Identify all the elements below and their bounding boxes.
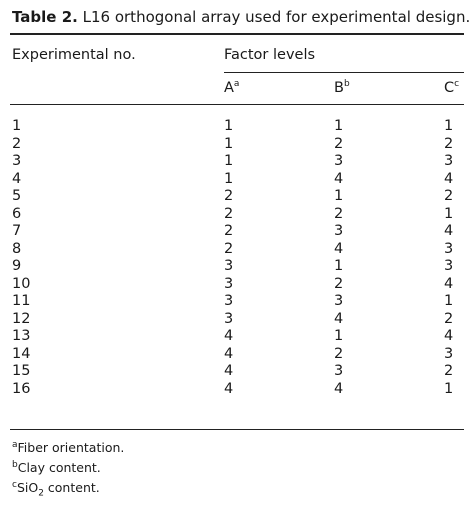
cell-factor-b: 2 bbox=[334, 205, 344, 222]
cell-experimental-no: 14 bbox=[12, 345, 31, 362]
cell-factor-c: 1 bbox=[444, 205, 454, 222]
cell-factor-c: 4 bbox=[444, 170, 454, 187]
cell-factor-b: 2 bbox=[334, 135, 344, 152]
cell-experimental-no: 5 bbox=[12, 188, 22, 204]
cell-factor-b: 2 bbox=[334, 345, 344, 362]
table-row bbox=[0, 188, 474, 206]
cell-factor-c: 3 bbox=[444, 345, 454, 362]
factor-group-rule bbox=[224, 72, 464, 73]
footnote-text-b: Clay content. bbox=[17, 460, 101, 475]
footnote-b bbox=[12, 460, 101, 475]
table-row bbox=[0, 153, 474, 171]
cell-factor-a: 1 bbox=[224, 135, 234, 152]
cell-experimental-no: 9 bbox=[12, 258, 22, 274]
footnote-text-c-pre: SiO bbox=[16, 480, 39, 495]
table-title: L16 orthogonal array used for experimental design. bbox=[82, 8, 471, 26]
column-header-c bbox=[444, 80, 459, 96]
footnote-c bbox=[12, 479, 100, 499]
table-body bbox=[0, 118, 474, 398]
table-row bbox=[0, 223, 474, 241]
table-row bbox=[0, 311, 474, 329]
cell-factor-a: 2 bbox=[224, 188, 234, 204]
cell-factor-c: 4 bbox=[444, 223, 454, 239]
cell-factor-b: 1 bbox=[334, 258, 344, 274]
cell-factor-a: 1 bbox=[224, 170, 234, 187]
cell-factor-c: 3 bbox=[444, 240, 454, 257]
cell-factor-c: 2 bbox=[444, 135, 454, 152]
footnote-text-a: Fiber orientation. bbox=[17, 440, 125, 455]
table-row bbox=[0, 381, 474, 399]
cell-factor-c: 2 bbox=[444, 310, 454, 327]
cell-factor-c: 3 bbox=[444, 153, 454, 169]
header-factor-levels: Factor levels bbox=[224, 47, 316, 63]
cell-experimental-no: 12 bbox=[12, 310, 31, 327]
table-row bbox=[0, 328, 474, 346]
top-rule bbox=[10, 33, 464, 35]
cell-factor-b: 3 bbox=[334, 153, 344, 169]
cell-experimental-no: 15 bbox=[12, 363, 31, 379]
cell-factor-a: 3 bbox=[224, 293, 234, 309]
table-label: Table 2. bbox=[12, 8, 78, 26]
column-sup-a: a bbox=[233, 79, 240, 90]
cell-factor-a: 4 bbox=[224, 380, 234, 397]
cell-factor-b: 1 bbox=[334, 188, 344, 204]
cell-experimental-no: 4 bbox=[12, 170, 22, 187]
cell-experimental-no: 2 bbox=[12, 135, 22, 152]
footnote-a bbox=[12, 440, 124, 455]
column-name-a: A bbox=[224, 80, 234, 96]
cell-factor-c: 2 bbox=[444, 188, 454, 204]
cell-factor-a: 3 bbox=[224, 275, 234, 292]
cell-experimental-no: 1 bbox=[12, 118, 22, 134]
cell-factor-c: 1 bbox=[444, 118, 454, 134]
cell-factor-b: 3 bbox=[334, 223, 344, 239]
footnote-mark-b: b bbox=[12, 459, 18, 470]
cell-factor-c: 2 bbox=[444, 363, 454, 379]
cell-factor-a: 2 bbox=[224, 223, 234, 239]
cell-factor-b: 1 bbox=[334, 118, 344, 134]
cell-experimental-no: 16 bbox=[12, 380, 31, 397]
header-rule bbox=[10, 104, 464, 105]
cell-factor-a: 3 bbox=[224, 310, 234, 327]
cell-factor-a: 1 bbox=[224, 153, 234, 169]
cell-factor-b: 4 bbox=[334, 310, 344, 327]
cell-factor-a: 4 bbox=[224, 363, 234, 379]
cell-factor-a: 1 bbox=[224, 118, 234, 134]
cell-factor-a: 4 bbox=[224, 328, 234, 344]
header-experimental-no: Experimental no. bbox=[12, 47, 136, 63]
column-header-b bbox=[334, 80, 350, 96]
table-row bbox=[0, 206, 474, 224]
cell-factor-c: 3 bbox=[444, 258, 454, 274]
cell-experimental-no: 13 bbox=[12, 328, 31, 344]
table-caption bbox=[12, 8, 470, 26]
table-row bbox=[0, 118, 474, 136]
table-row bbox=[0, 171, 474, 189]
footnote-text-c-post: content. bbox=[43, 480, 100, 495]
cell-factor-b: 3 bbox=[334, 363, 344, 379]
table-row bbox=[0, 258, 474, 276]
table-row bbox=[0, 241, 474, 259]
column-sup-c: c bbox=[454, 79, 460, 90]
table-row bbox=[0, 363, 474, 381]
cell-factor-a: 2 bbox=[224, 240, 234, 257]
cell-factor-b: 4 bbox=[334, 170, 344, 187]
cell-factor-b: 3 bbox=[334, 293, 344, 309]
cell-experimental-no: 10 bbox=[12, 275, 31, 292]
cell-experimental-no: 8 bbox=[12, 240, 22, 257]
column-header-a bbox=[224, 80, 239, 96]
footnote-mark-a: a bbox=[12, 439, 18, 450]
cell-experimental-no: 3 bbox=[12, 153, 22, 169]
cell-experimental-no: 7 bbox=[12, 223, 22, 239]
column-name-c: C bbox=[444, 80, 455, 96]
cell-factor-c: 1 bbox=[444, 293, 454, 309]
table-row bbox=[0, 346, 474, 364]
footnote-mark-c: c bbox=[12, 479, 17, 490]
cell-experimental-no: 6 bbox=[12, 205, 22, 222]
cell-factor-b: 4 bbox=[334, 380, 344, 397]
cell-factor-c: 4 bbox=[444, 328, 454, 344]
cell-factor-b: 1 bbox=[334, 328, 344, 344]
cell-experimental-no: 11 bbox=[12, 293, 31, 309]
cell-factor-a: 4 bbox=[224, 345, 234, 362]
column-sup-b: b bbox=[343, 79, 350, 90]
cell-factor-a: 3 bbox=[224, 258, 234, 274]
cell-factor-c: 4 bbox=[444, 275, 454, 292]
table-row bbox=[0, 293, 474, 311]
cell-factor-a: 2 bbox=[224, 205, 234, 222]
cell-factor-b: 4 bbox=[334, 240, 344, 257]
cell-factor-c: 1 bbox=[444, 380, 454, 397]
cell-factor-b: 2 bbox=[334, 275, 344, 292]
column-name-b: B bbox=[334, 80, 344, 96]
table-row bbox=[0, 276, 474, 294]
bottom-rule bbox=[10, 429, 464, 430]
footnote-text-c-sub: 2 bbox=[38, 488, 44, 499]
table-row bbox=[0, 136, 474, 154]
